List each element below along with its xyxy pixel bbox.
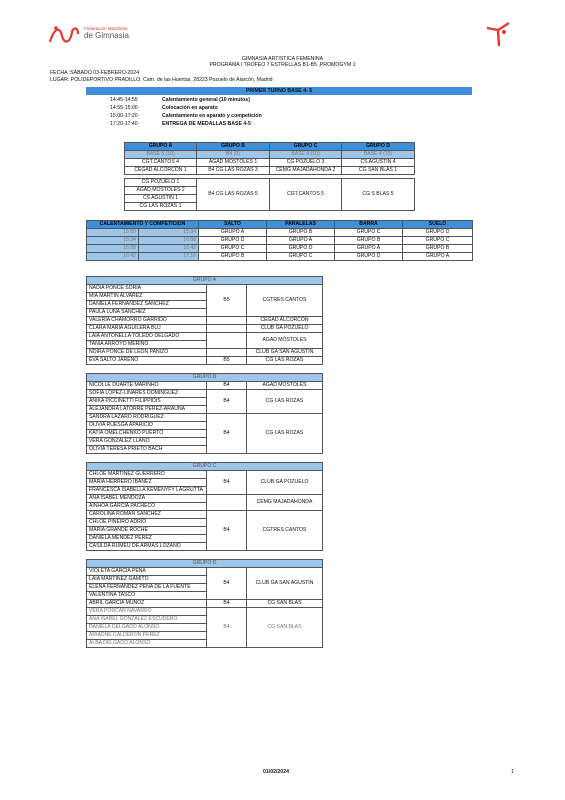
doc-title: GIMNASIA ARTISTICA FEMENINA bbox=[241, 56, 324, 62]
gymnast-name: DANIELA DELGADO ALONSO bbox=[87, 624, 207, 632]
start-time: 16:08 bbox=[87, 245, 139, 253]
gymnast-name: EVA SALTO JAREÑO bbox=[87, 357, 207, 365]
gymnast-name: VIOLETA GARCIA PEÑA bbox=[87, 568, 207, 576]
gymnast-name: NADIA PONCE SORIA bbox=[87, 285, 207, 293]
gymnast-logo bbox=[484, 20, 514, 48]
base-cell: BASE 4 (10) bbox=[270, 151, 342, 159]
gymnast-name: DANIELA MENDEZ PEREZ bbox=[87, 535, 207, 543]
club-cell: AGAD MÓSTOLES bbox=[247, 333, 323, 349]
club-cell: CGTRES CANTOS bbox=[247, 285, 323, 317]
gymnast-name: ANA ISABEL MENDOZA bbox=[87, 495, 207, 503]
club-cell: CG POZUELO 3 bbox=[270, 159, 342, 167]
end-time: 15:34 bbox=[139, 229, 199, 237]
schedule-row: 17:20-17:40 ENTREGA DE MEDALLAS BASE 4-5 bbox=[110, 121, 251, 127]
group-list-table bbox=[86, 559, 323, 648]
rotation-cell: GRUPO C bbox=[403, 237, 473, 245]
club-cell: CEGAD ALCORCON bbox=[247, 317, 323, 325]
start-time: 15:00 bbox=[87, 229, 139, 237]
rotation-cell: GRUPO C bbox=[335, 229, 403, 237]
gymnast-name: NICOLLE DUARTE MARINHO bbox=[87, 382, 207, 390]
rotation-header: PARALELAS bbox=[267, 221, 335, 229]
group-c-header: GRUPO C bbox=[270, 143, 342, 151]
gymnast-name: VALENTINA TASCO bbox=[87, 592, 207, 600]
gymnast-name: AINHOA GARCIA PACHECO bbox=[87, 503, 207, 511]
schedule-row: 14:55-15:00 Colocación en aparato bbox=[110, 105, 218, 111]
level-cell: B4 bbox=[207, 511, 247, 551]
page-number: 1 bbox=[511, 769, 514, 775]
turno-banner: PRIMER TURNO BASE 4- 5 bbox=[86, 87, 472, 95]
gymnast-name: MARIA GRANDE ROCHE bbox=[87, 527, 207, 535]
club-cell: CS AGUSTIN 4 bbox=[342, 159, 415, 167]
level-cell bbox=[207, 325, 247, 333]
base-cell: BASE 5 (10) bbox=[125, 151, 197, 159]
rotation-cell: GRUPO D bbox=[199, 237, 267, 245]
rotation-cell: GRUPO B bbox=[199, 253, 267, 261]
group-list-table bbox=[86, 462, 323, 551]
club-cell: CLUB GA POZUELO bbox=[247, 325, 323, 333]
club-cell: CG POZUELO 1 bbox=[125, 179, 197, 187]
end-time: 17:16 bbox=[139, 253, 199, 261]
club-cell: CEMG MAJADAHONDA 2 bbox=[270, 167, 342, 175]
gymnast-name: TANIA ARROYO MERINO bbox=[87, 341, 207, 349]
gymnast-name: CLARA MARIA AGUILERA BUJ bbox=[87, 325, 207, 333]
end-time: 16:08 bbox=[139, 237, 199, 245]
gymnast-name: ALEJANDRA LATORRE PEREZ-ARAUNA bbox=[87, 406, 207, 414]
base-cell: B4 (9) bbox=[197, 151, 270, 159]
rotation-row bbox=[87, 253, 473, 261]
gymnast-name: VERA PORCAR NAVARRO bbox=[87, 608, 207, 616]
group-list-title: GRUPO C bbox=[87, 463, 323, 471]
club-cell: CEMG MAJADAHONDA bbox=[247, 495, 323, 511]
gymnast-name: LAIA MARTINEZ GAMITO bbox=[87, 576, 207, 584]
club-cell: CGT.CANTOS 5 bbox=[270, 179, 342, 211]
level-cell: B4 bbox=[207, 471, 247, 495]
club-cell: AGAD MÓSTOLES 1 bbox=[197, 159, 270, 167]
lugar: LUGAR: POLIDEPORTIVO PRADILLO; Cam. de las Huertas, 28223 Pozuelo de Alarcón, Madrid bbox=[50, 77, 273, 83]
level-cell: B4 bbox=[207, 600, 247, 608]
schedule-row: 15:00-17:20 Calentamiento en aparato y competición bbox=[110, 113, 262, 119]
group-a-header: GRUPO A bbox=[125, 143, 197, 151]
rotation-header: BARRA bbox=[335, 221, 403, 229]
club-cell: CGTRES CANTOS bbox=[247, 511, 323, 551]
gymnast-name: ANA ISABEL GONZALEZ ESCUDERO bbox=[87, 616, 207, 624]
club-cell: CGT.CANTOS 4 bbox=[125, 159, 197, 167]
rotation-row bbox=[87, 245, 473, 253]
rotation-cell: GRUPO A bbox=[267, 237, 335, 245]
rotation-cell: GRUPO A bbox=[403, 253, 473, 261]
gymnast-name: ABRIL GARCIA MUÑOZ bbox=[87, 600, 207, 608]
gymnast-name: OLIVIA RUESGA APARICIO bbox=[87, 422, 207, 430]
gymnast-name: MARÍA HERRERO IBÁÑEZ bbox=[87, 479, 207, 487]
level-cell bbox=[207, 349, 247, 357]
start-time: 16:42 bbox=[87, 253, 139, 261]
club-cell: B4 CG LAS ROZAS 5 bbox=[197, 179, 270, 211]
rotation-cell: GRUPO B bbox=[267, 229, 335, 237]
level-cell: B4 bbox=[207, 390, 247, 414]
rotation-cell: GRUPO B bbox=[403, 245, 473, 253]
gymnast-name: FRANCESCA ISABELLA KEMENYFY LAGRUTTA bbox=[87, 487, 207, 495]
club-cell: B4 CG LAS ROZAS 3 bbox=[197, 167, 270, 175]
gymnast-icon bbox=[484, 20, 514, 48]
group-list-title: GRUPO D bbox=[87, 560, 323, 568]
rotation-cell: GRUPO A bbox=[335, 245, 403, 253]
gymnast-name: OLIVIA TERESA PRIETO BACH bbox=[87, 446, 207, 454]
logo-text-top: Federación Madrileña bbox=[84, 26, 128, 31]
gymnast-name: ANIKA PICCINETTI FILIPPIDIS bbox=[87, 398, 207, 406]
gymnast-name: NOIRA PONCE DE LEON PANIZO bbox=[87, 349, 207, 357]
gymnast-name: VALERIA CHAMORRO GARRIDO bbox=[87, 317, 207, 325]
level-cell: B4 bbox=[207, 382, 247, 390]
level-cell bbox=[207, 317, 247, 325]
level-cell: B5 bbox=[207, 357, 247, 365]
group-list-title: GRUPO B bbox=[87, 374, 323, 382]
club-cell: CLUB GA SAN AGUSTIN bbox=[247, 349, 323, 357]
federation-logo bbox=[48, 22, 138, 48]
gymnast-name: VERA GONZALEZ LLANO bbox=[87, 438, 207, 446]
club-cell: CG LAS ROZAS bbox=[247, 357, 323, 365]
rotation-cell: GRUPO D bbox=[335, 253, 403, 261]
club-cell: AGAD MÓSTOLES bbox=[247, 382, 323, 390]
rotation-cell: GRUPO D bbox=[267, 245, 335, 253]
club-cell: CS AGUSTIN 1 bbox=[125, 195, 197, 203]
level-cell: B5 bbox=[207, 285, 247, 317]
club-cell: CG LAS ROZAS bbox=[247, 414, 323, 454]
rotation-row bbox=[87, 229, 473, 237]
club-cell: CEGAD ALCORCON 1 bbox=[125, 167, 197, 175]
group-d-header: GRUPO D bbox=[342, 143, 415, 151]
club-cell: CG LAS ROZAS bbox=[247, 390, 323, 414]
rotation-header: CALENTAMIENTO Y COMPETICIÓN bbox=[87, 221, 199, 229]
level-cell bbox=[207, 495, 247, 511]
gymnast-name: CAROLINA ROMAN SANCHEZ bbox=[87, 511, 207, 519]
rotation-cell: GRUPO C bbox=[267, 253, 335, 261]
start-time: 15:34 bbox=[87, 237, 139, 245]
rotation-cell: GRUPO B bbox=[335, 237, 403, 245]
group-lists bbox=[86, 276, 322, 656]
fecha: FECHA :SÁBADO 03-FEBRERO-2024 bbox=[50, 70, 140, 76]
gymnast-name: ALBA DELGADO ALONSO bbox=[87, 640, 207, 648]
group-list-title: GRUPO A bbox=[87, 277, 323, 285]
club-cell: CG LAS ROZAS 1 bbox=[125, 203, 197, 211]
gymnast-name: PAULA LUNA SANCHEZ bbox=[87, 309, 207, 317]
rotation-header: SALTO bbox=[199, 221, 267, 229]
rotation-table bbox=[86, 220, 473, 261]
rotation-cell: GRUPO A bbox=[199, 229, 267, 237]
club-cell: CLUB GA SAN AGUSTIN bbox=[247, 568, 323, 600]
gymnast-name: LAIA ANTONELLA TOLEDO DELGADO bbox=[87, 333, 207, 341]
schedule bbox=[110, 97, 262, 129]
group-list-table bbox=[86, 373, 323, 454]
club-cell: CG SAN BLAS bbox=[247, 608, 323, 648]
group-list-table bbox=[86, 276, 323, 365]
gymnast-name: CASILDA RUMEU DE ARMAS LOZANO bbox=[87, 543, 207, 551]
club-cell: CLUB GA POZUELO bbox=[247, 471, 323, 495]
rotation-cell: GRUPO D bbox=[403, 229, 473, 237]
base-cell: BASE 4 (10) bbox=[342, 151, 415, 159]
doc-subtitle: PROGRAMA I TROFEO 7 ESTRELLAS B1-B5 ,PROMOGYM 1 bbox=[209, 62, 356, 68]
gymnast-name: MIA MARTIN ALVAREZ bbox=[87, 293, 207, 301]
level-cell: B4 bbox=[207, 568, 247, 600]
logo-text-bottom: de Gimnasia bbox=[84, 31, 129, 40]
club-cell: CG SAN BLAS bbox=[247, 600, 323, 608]
gymnast-name: DANIELA FERNANDEZ SANCHEZ bbox=[87, 301, 207, 309]
gymnast-name: ELENA FERNANDEZ PEÑA DE LA FUENTE bbox=[87, 584, 207, 592]
end-time: 16:42 bbox=[139, 245, 199, 253]
level-cell bbox=[207, 333, 247, 349]
level-cell: B4 bbox=[207, 414, 247, 454]
club-cell: CG S BLAS 5 bbox=[342, 179, 415, 211]
rotation-row bbox=[87, 237, 473, 245]
rotation-header: SUELO bbox=[403, 221, 473, 229]
gymnast-name: SANDRA LÁZARO RODRÍGUEZ bbox=[87, 414, 207, 422]
gymnast-name: CHLOE PIÑEIRO ADRIO bbox=[87, 519, 207, 527]
footer-date: 01/02/2024 bbox=[263, 769, 289, 775]
group-b-header: GRUPO B bbox=[197, 143, 270, 151]
groups-table bbox=[124, 142, 415, 211]
gymnast-name: SOFIA LOPEZ-LINARES DOMINGUEZ bbox=[87, 390, 207, 398]
gymnast-name: CHLOE MARTÍNEZ GUERRERO bbox=[87, 471, 207, 479]
club-cell: AGAD MÓSTOLES 2 bbox=[125, 187, 197, 195]
schedule-row: 14:45-14:55 Calentamiento general (10 minutos) bbox=[110, 97, 250, 103]
level-cell: B4 bbox=[207, 608, 247, 648]
gymnast-name: ARIADNE CALDERON PEREZ bbox=[87, 632, 207, 640]
club-cell: CG SAN BLAS 1 bbox=[342, 167, 415, 175]
rotation-cell: GRUPO C bbox=[199, 245, 267, 253]
gymnast-name: KATIA OMELCHENKO PUERTO bbox=[87, 430, 207, 438]
